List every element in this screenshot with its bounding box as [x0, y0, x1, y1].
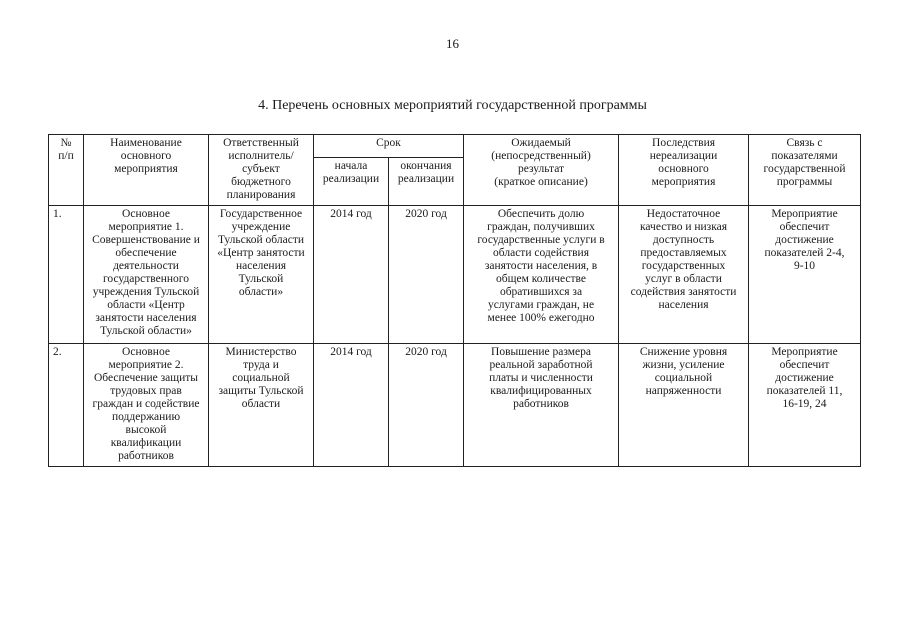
table-row: [49, 206, 861, 344]
row-responsible: Министерство труда и социальной защиты Тульской области: [209, 344, 314, 467]
row-result: Повышение размера реальной заработной платы и численности квалифицированных работников: [464, 344, 619, 467]
row-responsible: Государственное учреждение Тульской области «Центр занятости населения Тульской области»: [209, 206, 314, 344]
page-number: 16: [446, 36, 459, 51]
header-term: Срок: [314, 135, 464, 158]
row-consequences: Недостаточное качество и низкая доступность предоставляемых государственных услуг в области содействия занятости населения: [619, 206, 749, 344]
header-num: № п/п: [49, 135, 84, 206]
row-start: 2014 год: [314, 206, 389, 344]
table-row: [49, 344, 861, 467]
header-term-end: окончания реализации: [389, 157, 464, 205]
table-header-row: [49, 135, 861, 158]
row-consequences: Снижение уровня жизни, усиление социальной напряженности: [619, 344, 749, 467]
row-name: Основное мероприятие 2. Обеспечение защиты трудовых прав граждан и содействие поддержанию высокой квалификации работников: [84, 344, 209, 467]
header-link: Связь с показателями государственной программы: [749, 135, 861, 206]
header-responsible: Ответственный исполнитель/ субъект бюджетного планирования: [209, 135, 314, 206]
section-title: 4. Перечень основных мероприятий государственной программы: [258, 98, 647, 113]
row-num: 1.: [49, 206, 84, 344]
row-start: 2014 год: [314, 344, 389, 467]
header-result: Ожидаемый (непосредственный) результат (краткое описание): [464, 135, 619, 206]
header-term-start: начала реализации: [314, 157, 389, 205]
row-end: 2020 год: [389, 344, 464, 467]
row-result: Обеспечить долю граждан, получивших государственные услуги в области содействия занятости населения, в общем количестве обратившихся за услугами граждан, не менее 100% ежегодно: [464, 206, 619, 344]
program-activities-table: [48, 134, 861, 467]
row-end: 2020 год: [389, 206, 464, 344]
row-num: 2.: [49, 344, 84, 467]
row-link: Мероприятие обеспечит достижение показателей 2-4, 9-10: [749, 206, 861, 344]
header-consequences: Последствия нереализации основного мероприятия: [619, 135, 749, 206]
header-name: Наименование основного мероприятия: [84, 135, 209, 206]
row-name: Основное мероприятие 1. Совершенствование и обеспечение деятельности государственного учреждения Тульской области «Центр занятости населения Тульской области»: [84, 206, 209, 344]
row-link: Мероприятие обеспечит достижение показателей 11, 16-19, 24: [749, 344, 861, 467]
